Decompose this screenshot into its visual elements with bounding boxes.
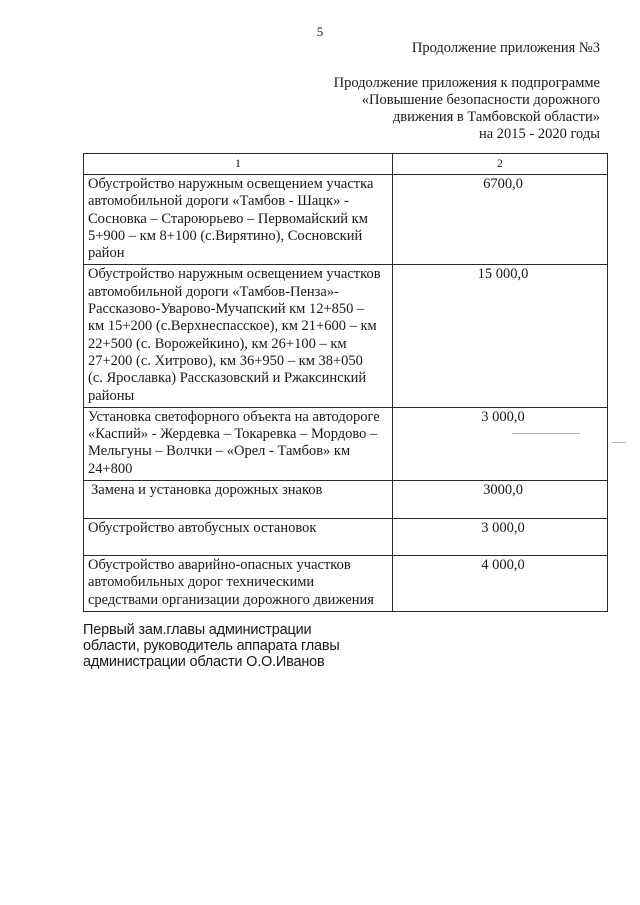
description-line: автомобильных дорог техническими xyxy=(88,574,315,591)
measure-amount: 4 000,0 xyxy=(393,556,608,612)
measure-amount: 6700,0 xyxy=(393,175,608,265)
description-line: Установка светофорного объекта на автодороге xyxy=(88,408,380,425)
measure-amount: 15 000,0 xyxy=(393,265,608,407)
measure-description xyxy=(84,407,393,480)
subtitle-line: на 2015 - 2020 годы xyxy=(478,126,600,142)
description-line: районы xyxy=(88,387,135,404)
scan-artifact xyxy=(612,442,626,443)
measure-amount: 3 000,0 xyxy=(393,519,608,556)
description-line: автомобильной дороги «Тамбов - Шацк» - xyxy=(88,193,349,210)
description-line: Обустройство наружным освещением участков xyxy=(88,266,381,283)
description-line: «Каспий» - Жердевка – Токаревка – Мордово – xyxy=(88,426,378,443)
signature-line: администрации области О.О.Иванов xyxy=(83,654,325,670)
program-table xyxy=(83,153,608,612)
description-line: Обустройство автобусных остановок xyxy=(88,520,317,537)
subtitle-line: «Повышение безопасности дорожного xyxy=(361,92,600,108)
subtitle-line: Продолжение приложения к подпрограмме xyxy=(333,75,600,91)
measure-amount: 3 000,0 xyxy=(393,407,608,480)
description-line: (с. Ярославка) Рассказовский и Ржаксинский xyxy=(88,370,367,387)
table-row xyxy=(84,481,608,519)
appendix-label: Продолжение приложения №3 xyxy=(411,40,600,56)
description-line: км 15+200 (с.Верхнеспасское), км 21+600 – км xyxy=(88,318,377,335)
description-line: средствами организации дорожного движения xyxy=(88,591,374,608)
description-line: автомобильной дороги «Тамбов-Пенза»- xyxy=(88,283,339,300)
description-line: Обустройство аварийно-опасных участков xyxy=(88,557,351,574)
column-header: 1 xyxy=(84,154,393,175)
description-line: Обустройство наружным освещением участка xyxy=(88,176,374,192)
description-line: Рассказово-Уварово-Мучапский км 12+850 – xyxy=(88,301,365,318)
measure-description xyxy=(84,556,393,612)
table-row xyxy=(84,519,608,556)
measure-description xyxy=(84,175,393,265)
description-line: 24+800 xyxy=(88,460,133,477)
measure-description xyxy=(84,519,393,556)
description-line: 22+500 (с. Ворожейкино), км 26+100 – км xyxy=(88,335,347,352)
scan-artifact xyxy=(512,433,580,434)
table-row xyxy=(84,265,608,407)
subtitle-line: движения в Тамбовской области» xyxy=(392,109,600,125)
description-line: Сосновка – Староюрьево – Первомайский км xyxy=(88,210,368,227)
measure-description xyxy=(84,481,393,519)
description-line: 27+200 (с. Хитрово), км 36+950 – км 38+050 xyxy=(88,352,363,369)
signature-line: области, руководитель аппарата главы xyxy=(83,638,340,654)
signature-block xyxy=(83,622,340,670)
table-row xyxy=(84,407,608,480)
measure-amount: 3000,0 xyxy=(393,481,608,519)
description-line: район xyxy=(88,245,125,262)
subtitle-block xyxy=(334,75,600,143)
measure-description xyxy=(84,265,393,407)
column-header: 2 xyxy=(393,154,608,175)
description-line: 5+900 – км 8+100 (с.Вирятино), Сосновский xyxy=(88,227,363,244)
signature-line: Первый зам.главы администрации xyxy=(83,622,312,638)
description-line: Мельгуны – Волчки – «Орел - Тамбов» км xyxy=(88,443,351,460)
page-number: 5 xyxy=(316,24,324,39)
table-header-row xyxy=(84,154,608,175)
table-row xyxy=(84,175,608,265)
description-line: Замена и установка дорожных знаков xyxy=(91,482,323,499)
table-row xyxy=(84,556,608,612)
